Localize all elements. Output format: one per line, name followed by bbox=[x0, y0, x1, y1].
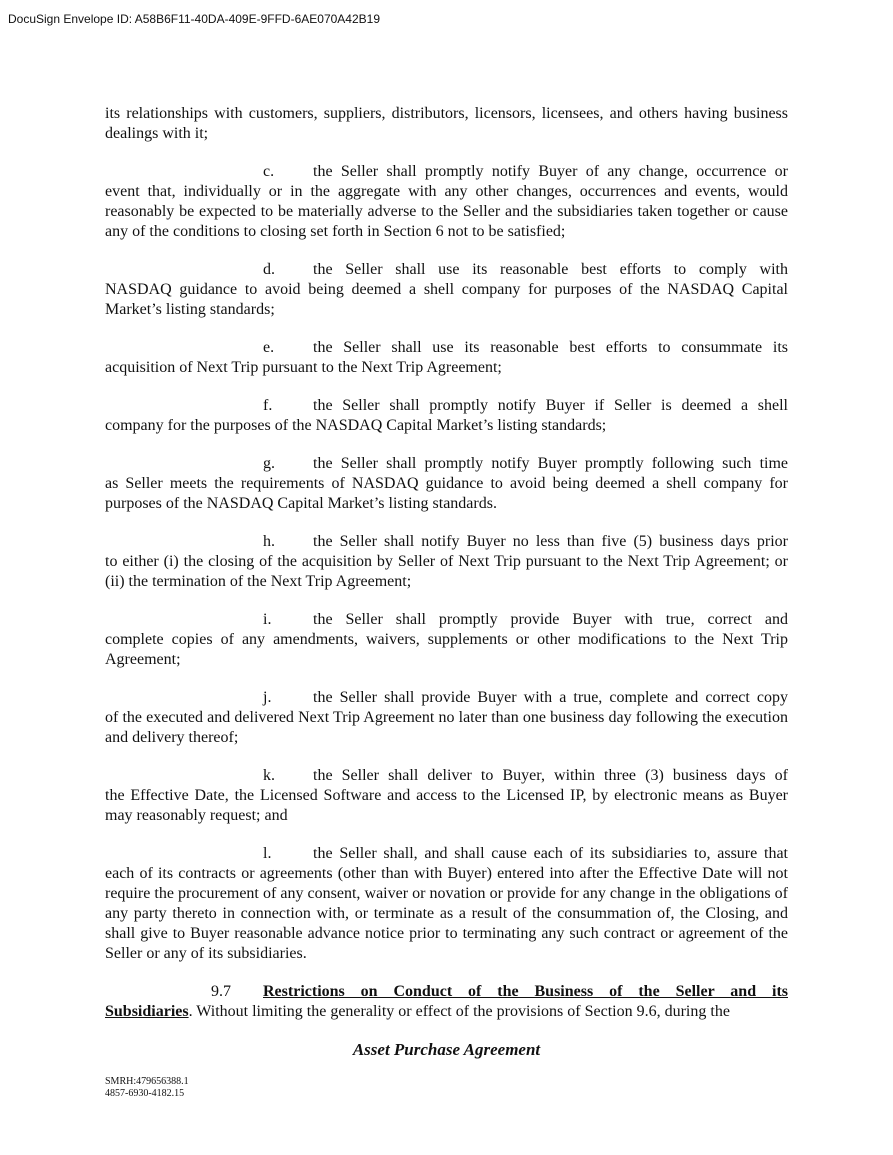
document-id: SMRH:479656388.1 bbox=[105, 1076, 189, 1087]
item-letter: f. bbox=[263, 397, 273, 414]
document-id: 4857-6930-4182.15 bbox=[105, 1088, 185, 1099]
item-text: each of its contracts or agreements (other than with Buyer) entered into after the Effective Date will not require the procurement of any consent, waiver or novation or provide for any change in the obligations of any party thereto in connection with, or terminate as a result of the consummation of, the Closing, and shall give to Buyer reasonable advance notice prior to terminating any such contract or agreement of the Seller or any of its subsidiaries. bbox=[105, 865, 788, 962]
item-lead: the Seller shall use its reasonable best efforts to consummate its bbox=[313, 339, 788, 356]
list-item bbox=[105, 260, 788, 320]
section-number: 9.7 bbox=[211, 983, 231, 1000]
item-text: event that, individually or in the aggregate with any other changes, occurrences and events, would reasonably be expected to be materially adverse to the Seller and the subsidiaries taken together or cause any of the conditions to closing set forth in Section 6 not to be satisfied; bbox=[105, 183, 788, 240]
list-item bbox=[105, 454, 788, 514]
list-item bbox=[105, 162, 788, 242]
section-9-7 bbox=[105, 982, 788, 1022]
item-lead: the Seller shall provide Buyer with a true, complete and correct copy bbox=[313, 689, 788, 706]
item-letter: h. bbox=[263, 533, 275, 550]
footer-title: Asset Purchase Agreement bbox=[352, 1040, 541, 1059]
item-lead: the Seller shall, and shall cause each of its subsidiaries to, assure that bbox=[313, 845, 788, 862]
envelope-id: DocuSign Envelope ID: A58B6F11-40DA-409E-9FFD-6AE070A42B19 bbox=[8, 12, 380, 26]
item-text: as Seller meets the requirements of NASDAQ guidance to avoid being deemed a shell company for purposes of the NASDAQ Capital Market’s listing standards. bbox=[105, 475, 788, 512]
item-letter: c. bbox=[263, 163, 275, 180]
item-text: company for the purposes of the NASDAQ Capital Market’s listing standards; bbox=[105, 417, 607, 434]
item-letter: l. bbox=[263, 845, 272, 862]
item-letter: e. bbox=[263, 339, 275, 356]
list-item bbox=[105, 610, 788, 670]
section-title: Restrictions on Conduct of the Business of the Seller and its bbox=[263, 983, 788, 1000]
section-title-continued: Subsidiaries bbox=[105, 1003, 189, 1020]
list-item bbox=[105, 396, 788, 436]
item-text: to either (i) the closing of the acquisition by Seller of Next Trip pursuant to the Next Trip Agreement; or (ii) the termination of the Next Trip Agreement; bbox=[105, 553, 788, 590]
list-item bbox=[105, 688, 788, 748]
item-text: of the executed and delivered Next Trip Agreement no later than one business day following the execution and delivery thereof; bbox=[105, 709, 788, 746]
list-item bbox=[105, 532, 788, 592]
list-item bbox=[105, 338, 788, 378]
document-body bbox=[105, 104, 788, 1040]
item-lead: the Seller shall promptly notify Buyer of any change, occurrence or bbox=[313, 163, 788, 180]
item-text: NASDAQ guidance to avoid being deemed a shell company for purposes of the NASDAQ Capital Market’s listing standards; bbox=[105, 281, 788, 318]
item-lead: the Seller shall deliver to Buyer, within three (3) business days of bbox=[313, 767, 788, 784]
list-item bbox=[105, 766, 788, 826]
item-text: the Effective Date, the Licensed Software and access to the Licensed IP, by electronic means as Buyer may reasonably request; and bbox=[105, 787, 788, 824]
section-text: . Without limiting the generality or effect of the provisions of Section 9.6, during the bbox=[188, 1003, 730, 1020]
item-lead: the Seller shall use its reasonable best efforts to comply with bbox=[313, 261, 788, 278]
item-lead: the Seller shall promptly notify Buyer if Seller is deemed a shell bbox=[313, 397, 788, 414]
item-letter: d. bbox=[263, 261, 275, 278]
item-lead: the Seller shall notify Buyer no less than five (5) business days prior bbox=[313, 533, 788, 550]
document-ids bbox=[105, 1076, 189, 1100]
item-letter: k. bbox=[263, 767, 275, 784]
item-text: complete copies of any amendments, waivers, supplements or other modifications to the Next Trip Agreement; bbox=[105, 631, 788, 668]
item-text: acquisition of Next Trip pursuant to the Next Trip Agreement; bbox=[105, 359, 502, 376]
item-letter: i. bbox=[263, 611, 272, 628]
list-item bbox=[105, 844, 788, 964]
item-letter: j. bbox=[263, 689, 272, 706]
item-lead: the Seller shall promptly notify Buyer promptly following such time bbox=[313, 455, 788, 472]
item-letter: g. bbox=[263, 455, 275, 472]
item-lead: the Seller shall promptly provide Buyer with true, correct and bbox=[313, 611, 788, 628]
intro-paragraph: its relationships with customers, suppliers, distributors, licensors, licensees, and others having business dealings with it; bbox=[105, 105, 788, 142]
